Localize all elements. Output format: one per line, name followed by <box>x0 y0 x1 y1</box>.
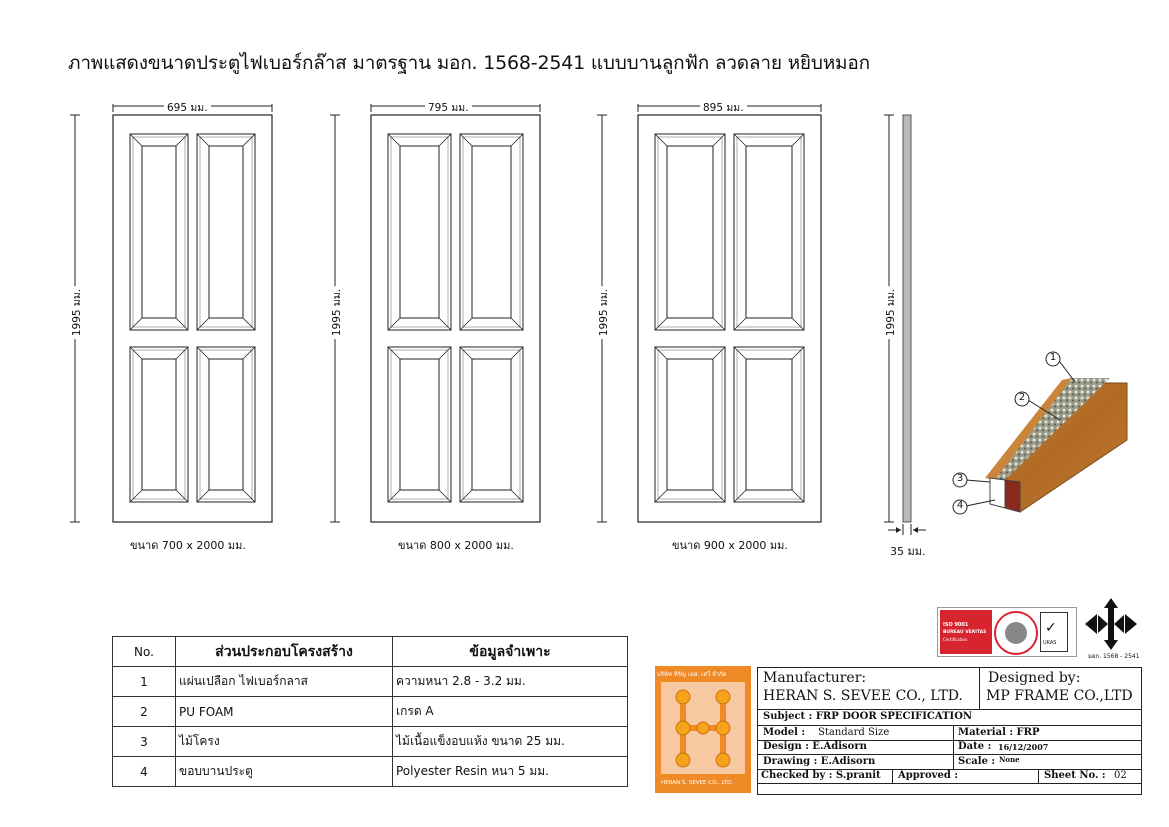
col-spec-header: ข้อมูลจำเพาะ <box>393 637 628 667</box>
subject-text: Subject : FRP DOOR SPECIFICATION <box>763 711 973 722</box>
logo-bottom-text: HERAN S. SEVEE CO., LTD. <box>661 780 734 786</box>
row-no: 2 <box>113 697 176 727</box>
tis-standard-label: มอก. 1568 - 2541 <box>1088 653 1140 660</box>
row-part: PU FOAM <box>176 697 393 727</box>
row-no: 4 <box>113 757 176 787</box>
ukas-icon: ✓ UKAS <box>1040 612 1068 652</box>
door-2-size-caption: ขนาด 800 x 2000 มม. <box>398 539 514 552</box>
callout-3: 3 <box>956 473 964 484</box>
row-part: ขอบบานประตู <box>176 757 393 787</box>
callout-1: 1 <box>1049 352 1057 363</box>
material-text: Material : FRP <box>958 727 1040 738</box>
certification-text: Certification <box>943 637 968 642</box>
designer-value: MP FRAME CO.,LTD <box>986 688 1133 704</box>
row-no: 3 <box>113 727 176 757</box>
callout-2: 2 <box>1018 392 1026 403</box>
bureau-veritas-text: BUREAU VERITAS <box>943 630 987 635</box>
door-3-width-label: 895 มม. <box>700 99 747 116</box>
door-2-height-label: 1995 มม. <box>328 286 345 339</box>
door-1-width-label: 695 มม. <box>164 99 211 116</box>
design-text: Design : E.Adisorn <box>763 741 867 752</box>
approved-label: Approved : <box>898 770 959 781</box>
checked-by-text: Checked by : S.pranit <box>761 770 881 781</box>
col-part-header: ส่วนประกอบโครงสร้าง <box>176 637 393 667</box>
page-title: ภาพแสดงขนาดประตูไฟเบอร์กล๊าส มาตรฐาน มอก. 1568-2541 แบบบานลูกฟัก ลวดลาย หยิบหมอก <box>68 52 870 74</box>
door-1-height-label: 1995 มม. <box>68 286 85 339</box>
company-logo <box>655 666 751 793</box>
door-2-width-label: 795 มม. <box>425 99 472 116</box>
col-no-header: No. <box>113 637 176 667</box>
iso-text: ISO 9001 <box>943 622 969 628</box>
h-molecule-icon <box>661 682 745 774</box>
scale-value: None <box>999 755 1020 764</box>
logo-top-text: บริษัท หิรัญ เอส. เสวี จำกัด <box>657 671 727 678</box>
door-3-size-caption: ขนาด 900 x 2000 มม. <box>672 539 788 552</box>
side-thickness-label: 35 มม. <box>890 545 926 558</box>
drawing-text: Drawing : E.Adisorn <box>763 756 876 767</box>
row-spec: ไม้เนื้อแข็งอบแห้ง ขนาด 25 มม. <box>393 727 628 757</box>
row-spec: ความหนา 2.8 - 3.2 มม. <box>393 667 628 697</box>
scale-label: Scale : <box>958 756 996 767</box>
callout-4: 4 <box>956 500 964 511</box>
row-part: แผ่นเปลือก ไฟเบอร์กลาส <box>176 667 393 697</box>
sheet-no-label: Sheet No. : <box>1044 770 1106 781</box>
title-block <box>757 667 1142 795</box>
model-value: Standard Size <box>818 727 890 738</box>
row-spec: เกรด A <box>393 697 628 727</box>
designed-by-label: Designed by: <box>988 670 1081 686</box>
row-spec: Polyester Resin หนา 5 มม. <box>393 757 628 787</box>
manufacturer-label: Manufacturer: <box>763 670 867 686</box>
door-3-height-label: 1995 มม. <box>595 286 612 339</box>
model-label: Model : <box>763 727 806 738</box>
side-height-label: 1995 มม. <box>882 286 899 339</box>
date-label: Date : <box>958 741 992 752</box>
logo-panel <box>661 682 745 774</box>
sheet-no-value: 02 <box>1114 770 1127 781</box>
row-part: ไม้โครง <box>176 727 393 757</box>
door-1-size-caption: ขนาด 700 x 2000 มม. <box>130 539 246 552</box>
row-no: 1 <box>113 667 176 697</box>
manufacturer-value: HERAN S. SEVEE CO., LTD. <box>763 688 963 704</box>
date-value: 16/12/2007 <box>998 742 1049 752</box>
